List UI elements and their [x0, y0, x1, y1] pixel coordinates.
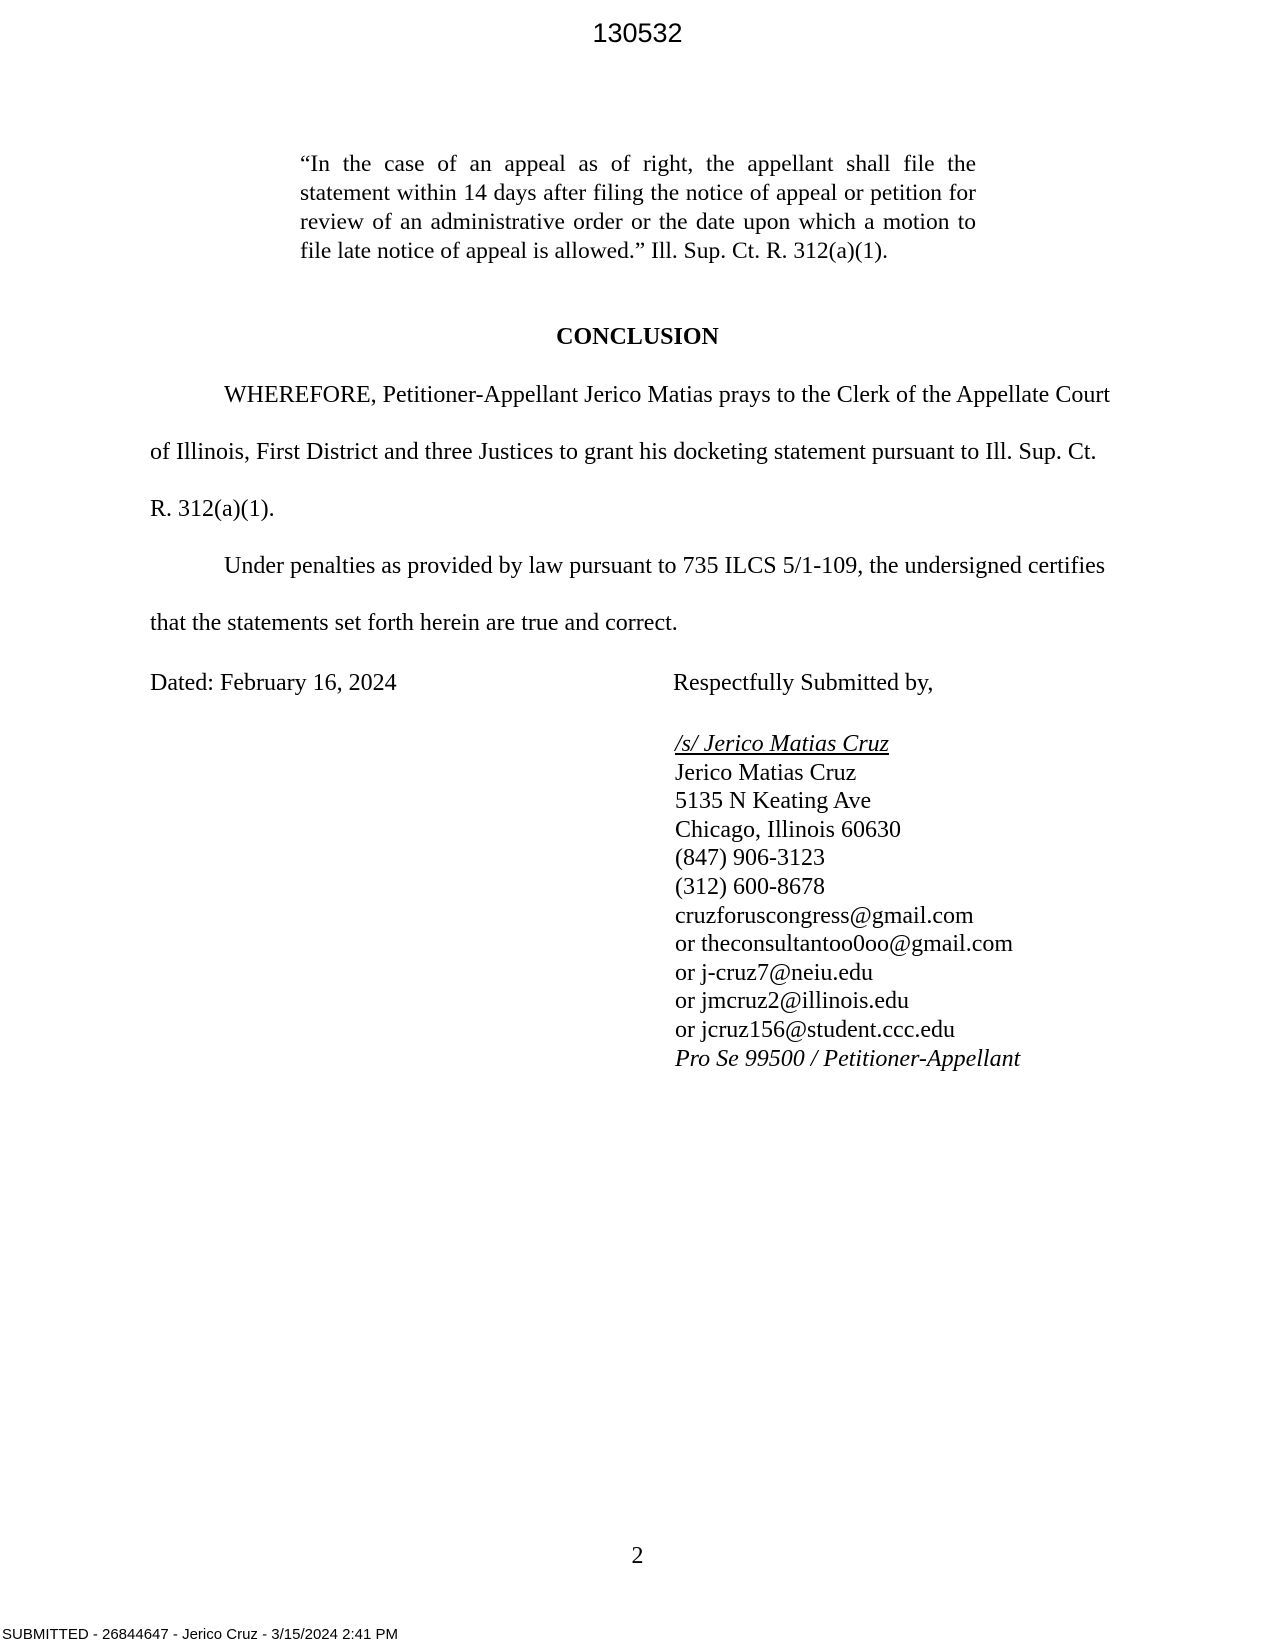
signature-block [675, 730, 1020, 1073]
page-number: 2 [631, 1543, 644, 1569]
signature-line: /s/ Jerico Matias Cruz [675, 731, 889, 757]
phone-number: (847) 906-3123 [675, 845, 825, 872]
city-state-zip: Chicago, Illinois 60630 [675, 816, 901, 843]
document-id: 130532 [592, 18, 683, 48]
email-address: or jmcruz2@illinois.edu [675, 988, 910, 1015]
certification-paragraph: Under penalties as provided by law pursuant to 735 ILCS 5/1-109, the undersigned certifies that the statements set forth herein are true and correct. [150, 553, 1106, 636]
email-address: or j-cruz7@neiu.edu [675, 959, 874, 986]
email-address: or jcruz156@student.ccc.edu [675, 1016, 955, 1043]
email-address: cruzforuscongress@gmail.com [675, 902, 974, 929]
rule-quote: “In the case of an appeal as of right, the appellant shall file the statement within 14 days after filing the notice of appeal or petition for review of an administrative order or the date upon which a motion to file late notice of appeal is allowed.” Ill. Sup. Ct. R. 312(a)(1). [300, 151, 976, 264]
conclusion-paragraph: WHEREFORE, Petitioner-Appellant Jerico Matias prays to the Clerk of the Appellate Court of Illinois, First District and three Justices to grant his docketing statement pursuant to Ill. Sup. Ct. R. 312(a)(1). [150, 382, 1110, 522]
email-address: or theconsultantoo0oo@gmail.com [675, 931, 1014, 958]
closing-line: Respectfully Submitted by, [673, 670, 934, 696]
phone-number: (312) 600-8678 [675, 873, 825, 900]
conclusion-heading: CONCLUSION [556, 324, 719, 350]
date-line: Dated: February 16, 2024 [150, 670, 397, 696]
signer-name: Jerico Matias Cruz [675, 759, 857, 786]
signer-role: Pro Se 99500 / Petitioner-Appellant [675, 1045, 1021, 1072]
submission-footer: SUBMITTED - 26844647 - Jerico Cruz - 3/15/2024 2:41 PM [2, 1626, 399, 1643]
street-address: 5135 N Keating Ave [675, 788, 872, 815]
